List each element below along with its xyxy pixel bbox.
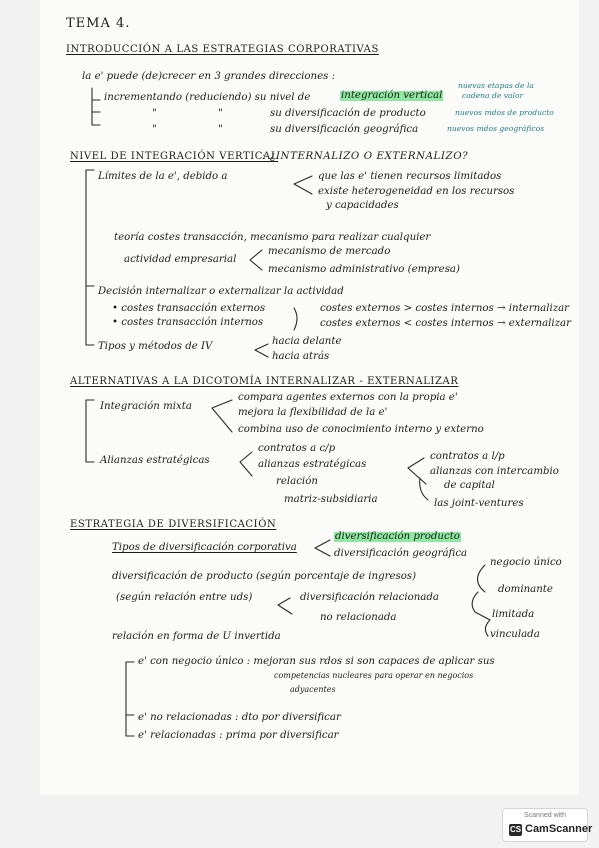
ditto-mark: " [152, 124, 157, 135]
alianza-item: contratos a c/p [258, 443, 336, 454]
row2-text: su diversificación de producto [270, 108, 426, 119]
alianzas-label: Alianzas estratégicas [100, 455, 210, 466]
ditto-mark: " [152, 108, 157, 119]
no-relacionada: no relacionada [320, 612, 397, 623]
section4-heading: ESTRATEGIA DE DIVERSIFICACIÓN [70, 519, 277, 530]
row1-note-line1: nuevas etapas de la [458, 81, 534, 90]
alianza-lp-item: alianzas con intercambio [430, 466, 559, 477]
mixta-item: combina uso de conocimiento interno y externo [238, 424, 484, 435]
div-geografica: diversificación geográfica [334, 548, 468, 559]
vinculada: vinculada [490, 629, 540, 640]
section1-heading: INTRODUCCIÓN A LAS ESTRATEGIAS CORPORATIVAS [66, 44, 379, 55]
limitada: limitada [492, 609, 535, 620]
limite-item: existe heterogeneidad en los recursos [318, 186, 515, 197]
segun-relacion: (según relación entre uds) [116, 592, 253, 603]
regla-internalizar: costes externos > costes internos → internalizar [320, 303, 570, 314]
dominante: dominante [498, 584, 553, 595]
forma-u-invertida: relación en forma de U invertida [112, 631, 281, 642]
section2-heading: NIVEL DE INTEGRACIÓN VERTICAL [70, 151, 279, 162]
negocio-unico-line3: adyacentes [290, 685, 336, 694]
row3-note: nuevos mdos geográficos [447, 124, 545, 133]
tipos-diversificacion: Tipos de diversificación corporativa [112, 542, 297, 553]
alianza-lp-item: las joint-ventures [434, 498, 524, 509]
alianza-item: matriz-subsidiaria [284, 494, 378, 505]
tema-title: TEMA 4. [66, 16, 131, 31]
mecanismo-item: mecanismo administrativo (empresa) [268, 264, 460, 275]
camscanner-logo-icon: CS [509, 825, 522, 834]
costes-externos: • costes transacción externos [112, 303, 266, 314]
negocio-unico: negocio único [490, 557, 562, 568]
section2-question: : ¿INTERNALIZO O EXTERNALIZO? [262, 151, 469, 162]
row3-text: su diversificación geográfica [270, 124, 419, 135]
camscanner-badge [502, 808, 593, 842]
row1-note-line2: cadena de valor [462, 91, 524, 100]
integracion-mixta: Integración mixta [100, 401, 192, 412]
section3-heading: ALTERNATIVAS A LA DICOTOMÍA INTERNALIZAR - EXTERNALIZAR [70, 376, 459, 387]
decision-line: Decisión internalizar o externalizar la actividad [98, 286, 344, 297]
intro-line: la e' puede (de)crecer en 3 grandes direcciones : [82, 71, 336, 82]
tipos-iv: Tipos y métodos de IV [98, 341, 213, 352]
alianza-lp-item: de capital [444, 480, 495, 491]
limite-item: y capacidades [326, 200, 399, 211]
div-relacionada: diversificación relacionada [300, 592, 439, 603]
no-relacionadas-line: e' no relacionadas : dto por diversificar [138, 712, 341, 723]
alianza-item: alianzas estratégicas [258, 459, 367, 470]
negocio-unico-line2: competencias nucleares para operar en negocios [274, 671, 474, 680]
row1-text: incrementando (reduciendo) su nivel de [104, 92, 311, 103]
actividad-label: actividad empresarial [124, 254, 237, 265]
alianza-lp-item: contratos a l/p [430, 451, 505, 462]
limites-label: Límites de la e', debido a [98, 171, 228, 182]
ditto-mark: " [218, 108, 223, 119]
mixta-item: compara agentes externos con la propia e' [238, 392, 458, 403]
mecanismo-item: mecanismo de mercado [268, 246, 391, 257]
div-producto-highlight: diversificación producto [335, 531, 460, 542]
div-producto-line: diversificación de producto (según porcentaje de ingresos) [112, 571, 417, 582]
teoria-line: teoría costes transacción, mecanismo para realizar cualquier [114, 232, 431, 243]
mixta-item: mejora la flexibilidad de la e' [238, 407, 388, 418]
regla-externalizar: costes externos < costes internos → externalizar [320, 318, 571, 329]
integracion-vertical-highlight: integración vertical [341, 90, 443, 101]
relacionadas-line: e' relacionadas : prima por diversificar [138, 730, 339, 741]
negocio-unico-line: e' con negocio único : mejoran sus rdos si son capaces de aplicar sus [138, 656, 495, 667]
hacia-delante: hacia delante [272, 336, 342, 347]
scanned-with-text: Scanned with [523, 812, 567, 819]
ditto-mark: " [218, 124, 223, 135]
hacia-atras: hacia atrás [272, 351, 330, 362]
row2-note: nuevos mdos de producto [455, 108, 554, 117]
limite-item: que las e' tienen recursos limitados [318, 171, 502, 182]
alianza-item: relación [276, 476, 318, 487]
costes-internos: • costes transacción internos [112, 317, 264, 328]
camscanner-text: CamScanner [525, 823, 593, 835]
